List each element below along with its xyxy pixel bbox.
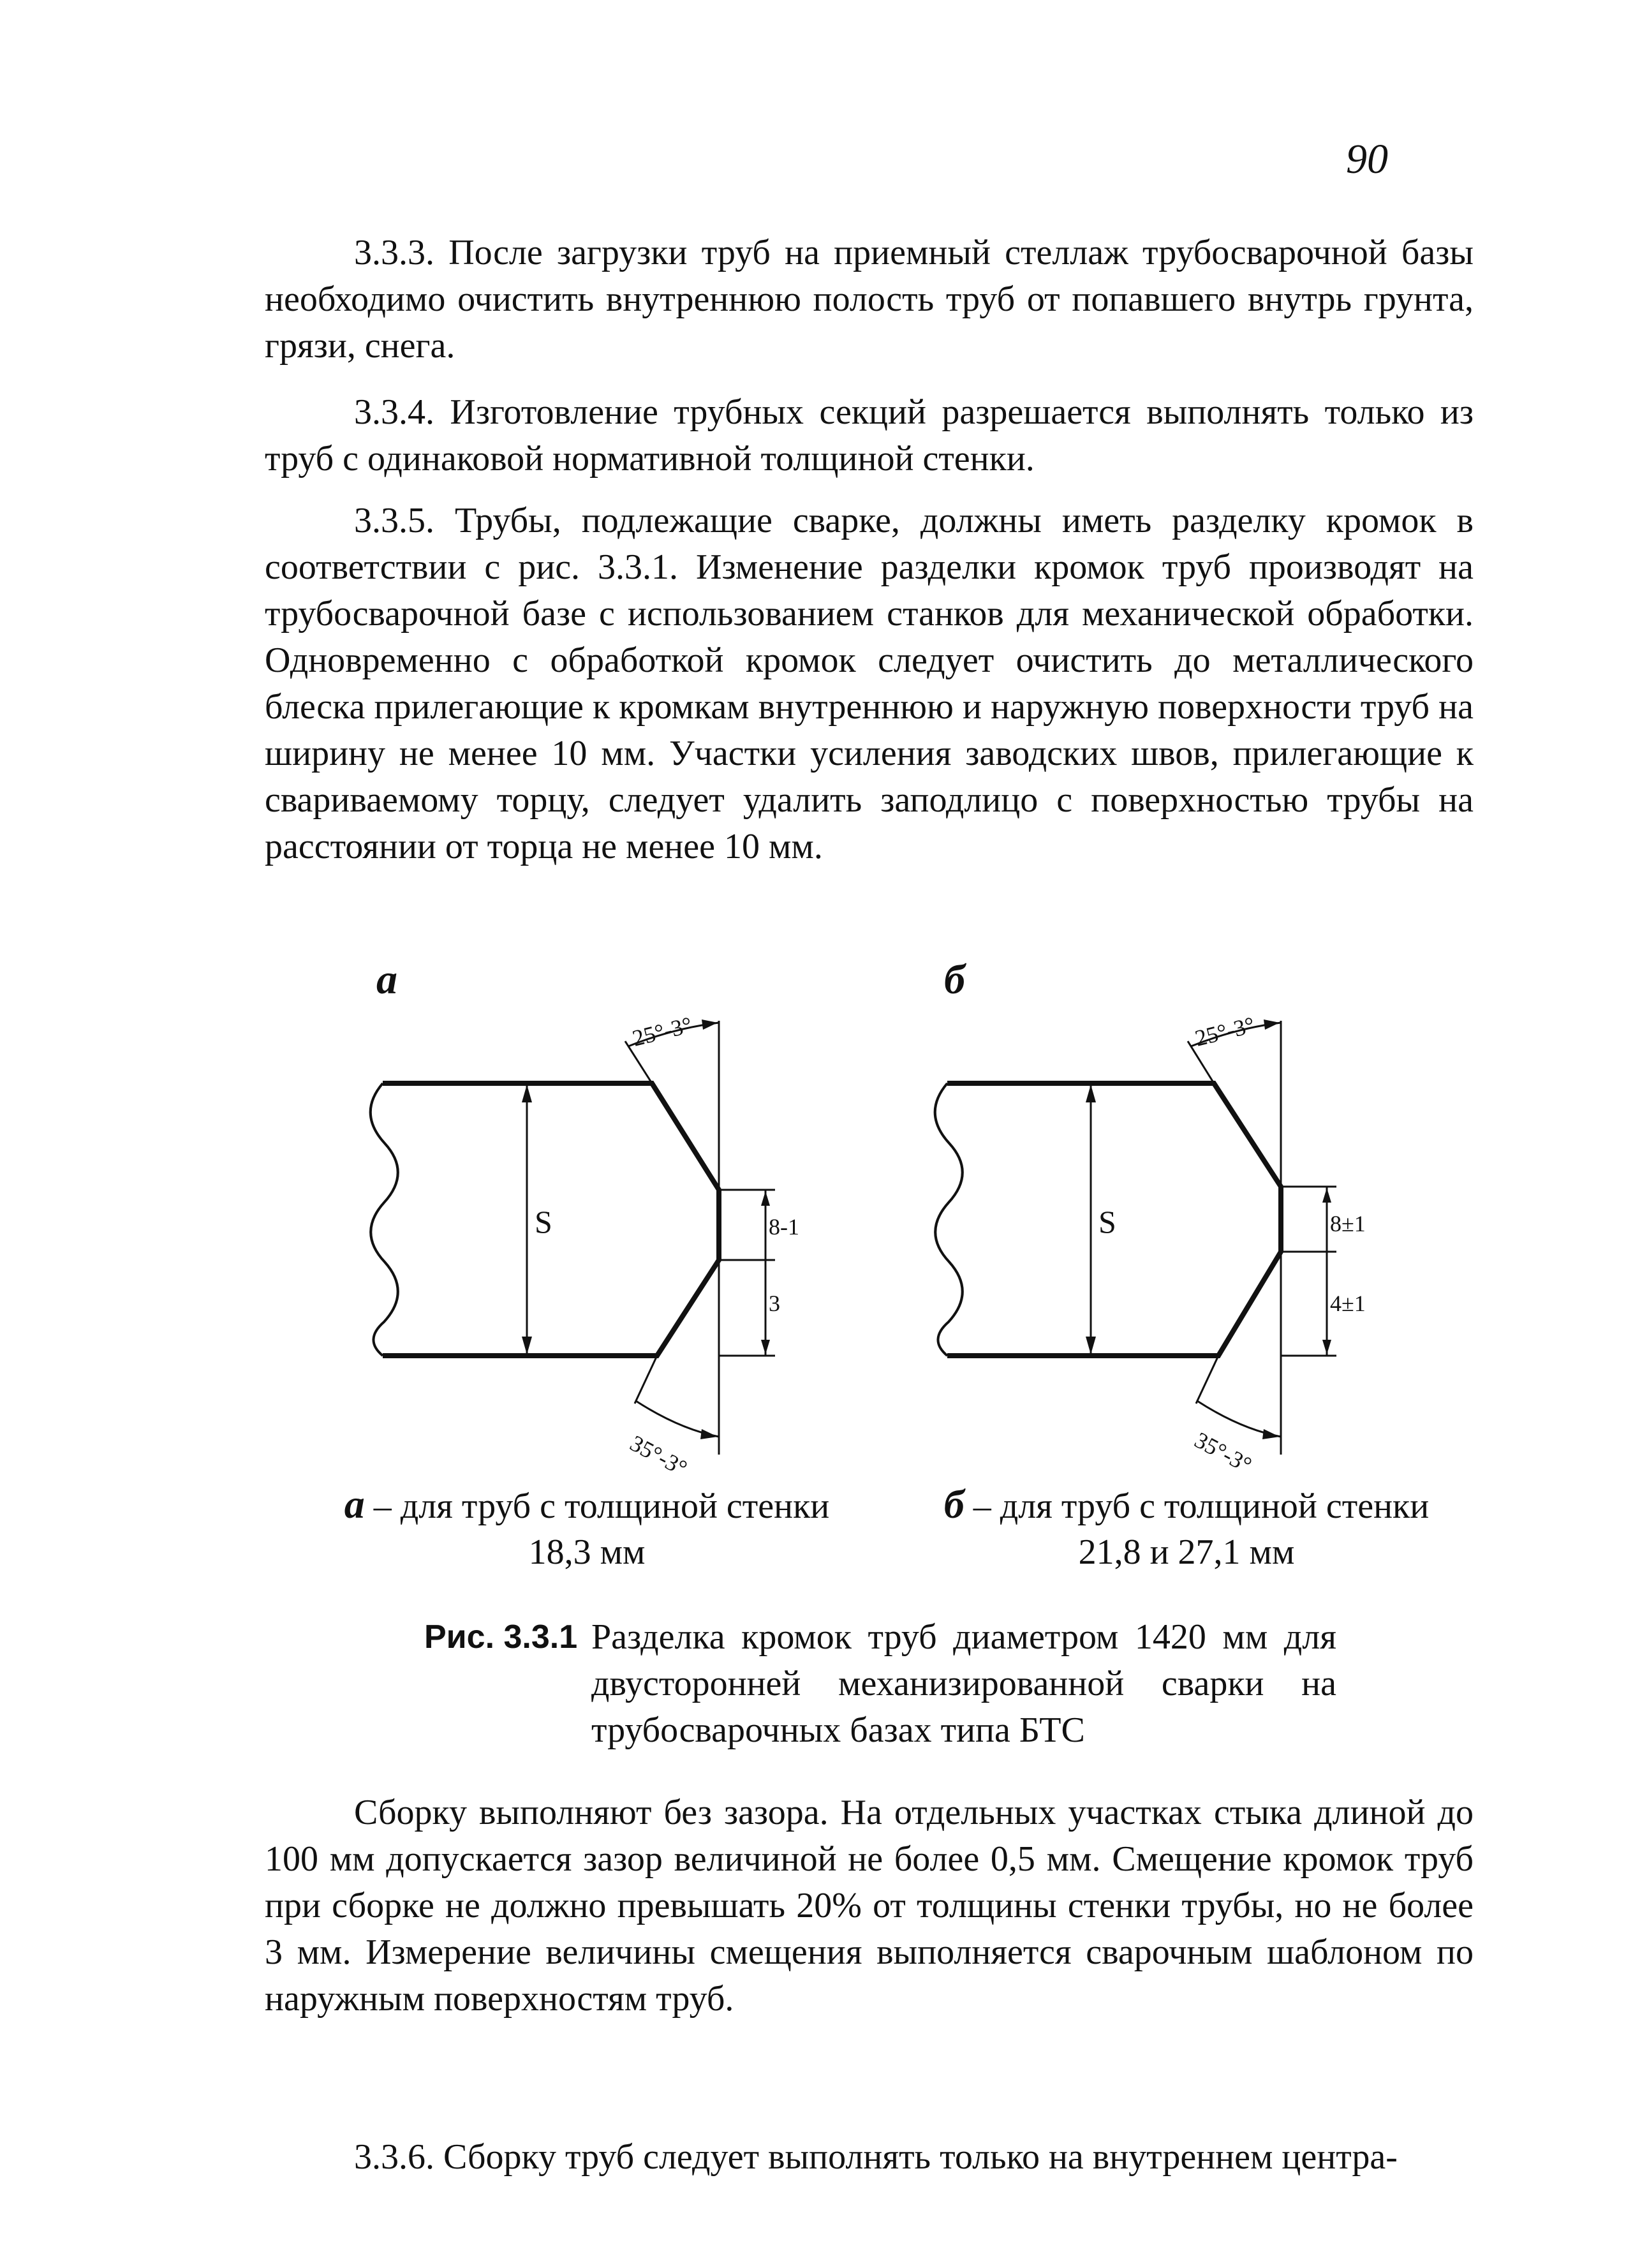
- figure-caption-text: Разделка кромок труб диаметром 1420 мм для двусторонней механизированной сварки на трубосварочных базах типа БТС: [591, 1617, 1336, 1750]
- drawing-a-top-angle-label: 25°-3°: [630, 1012, 695, 1051]
- figure-label-a: а: [376, 956, 397, 1003]
- paragraph-3-3-4: 3.3.4. Изготовление трубных секций разрешается выполнять только из труб с одинаковой нормативной толщиной стенки.: [265, 392, 1474, 478]
- drawing-a-root-dim-label: 8-1: [769, 1214, 799, 1240]
- legend-a-letter: а: [344, 1481, 365, 1527]
- legend-b-text: – для труб с толщиной стенки: [964, 1486, 1430, 1526]
- paragraph-3-3-5: 3.3.5. Трубы, подлежащие сварке, должны иметь разделку кромок в соответствии с рис. 3.3.1. Изменение разделки кромок труб производят на трубосварочной базе с использованием станков для механической обработки. Одновременно с обработкой кромок следует очистить до металлического блеска прилегающие к кромкам внутреннюю и наружную поверхности труб на ширину не менее 10 мм. Участки усиления заводских швов, прилегающие к свариваемому торцу, следует удалить заподлицо с поверхностью трубы на расстоянии от торца не менее 10 мм.: [265, 501, 1474, 866]
- figure-legend-a: [306, 1481, 868, 1575]
- page-number: 90: [1346, 136, 1388, 182]
- drawing-b-bottom-bevel-extension: [1196, 1356, 1218, 1404]
- drawing-b-bottom-angle-label: 35°-3°: [1190, 1427, 1256, 1478]
- drawing-a-bottom-angle-label: 35°-3°: [626, 1430, 691, 1481]
- figure-legend-b: [906, 1481, 1467, 1575]
- drawing-b-lower-dim-label: 4±1: [1330, 1291, 1366, 1316]
- paragraph-assembly: Сборку выполняют без зазора. На отдельных участках стыка длиной до 100 мм допускается зазор величиной не более 0,5 мм. Смещение кромок труб при сборке не должно превышать 20% от толщины стенки трубы, но не более 3 мм. Измерение величины смещения выполняется сварочным шаблоном по наружным поверхностям труб.: [265, 1793, 1474, 2019]
- drawing-a-lower-dim-label: 3: [769, 1291, 780, 1316]
- drawing-a-break-line: [371, 1083, 398, 1356]
- legend-a-value: 18,3 мм: [528, 1532, 646, 1572]
- drawing-a-thickness-label: S: [535, 1204, 552, 1240]
- paragraph-3-3-3: 3.3.3. После загрузки труб на приемный стеллаж трубосварочной базы необходимо очистить внутреннюю полость труб от попавшего внутрь грунта, грязи, снега.: [265, 233, 1474, 366]
- drawing-a-bottom-bevel-extension: [635, 1356, 657, 1404]
- legend-b-letter: б: [943, 1481, 965, 1527]
- figure-caption: [424, 1614, 1336, 1754]
- drawing-b-root-dim-label: 8±1: [1330, 1211, 1366, 1236]
- drawing-a-pipe-section: [371, 1021, 775, 1455]
- drawing-b-pipe-section: [935, 1021, 1336, 1455]
- drawing-b-break-line: [935, 1083, 963, 1356]
- legend-a-text: – для труб с толщиной стенки: [364, 1486, 830, 1526]
- drawing-b-top-angle-label: 25°-3°: [1192, 1012, 1257, 1051]
- legend-b-value: 21,8 и 27,1 мм: [1078, 1532, 1295, 1572]
- drawing-b-thickness-label: S: [1098, 1204, 1116, 1240]
- figure-label-b: б: [944, 956, 965, 1003]
- figure-caption-number: Рис. 3.3.1: [424, 1619, 578, 1656]
- paragraph-3-3-6: 3.3.6. Сборку труб следует выполнять только на внутреннем центра-: [354, 2137, 1398, 2177]
